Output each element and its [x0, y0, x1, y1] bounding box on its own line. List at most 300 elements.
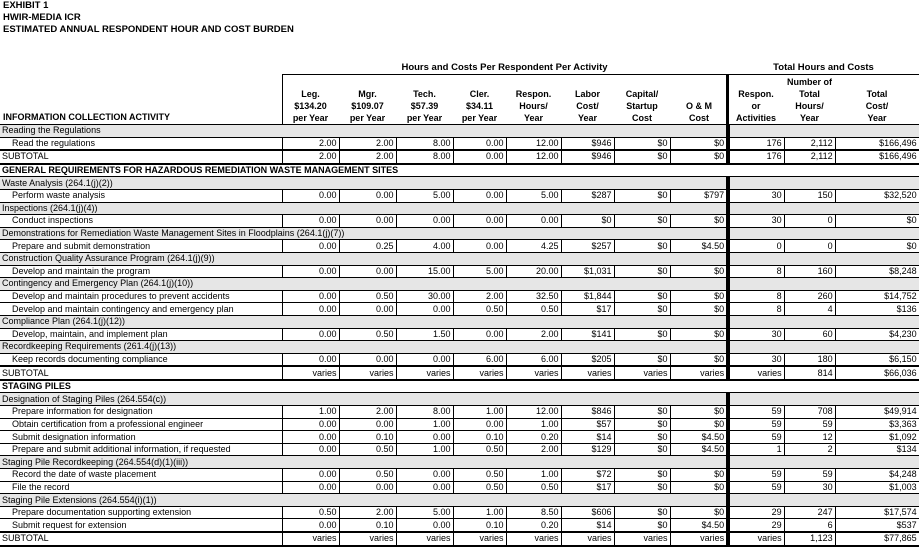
column-header-line: Cost	[632, 113, 652, 123]
value-cell: $49,914	[835, 406, 919, 419]
value-cell: 59	[728, 418, 784, 431]
value-cell: $0	[835, 215, 919, 228]
value-cell: 59	[728, 431, 784, 444]
value-cell: $0	[614, 137, 670, 150]
value-cell: 1.00	[506, 469, 561, 482]
value-cell: varies	[453, 532, 506, 546]
activity-label: STAGING PILES	[0, 380, 728, 393]
value-cell: varies	[728, 532, 784, 546]
report-subtitle: ESTIMATED ANNUAL RESPONDENT HOUR AND COST BURDEN	[3, 24, 294, 35]
value-cell: varies	[282, 366, 339, 380]
value-cell: 32.50	[506, 290, 561, 303]
burden-table	[0, 124, 919, 547]
value-cell: 2.00	[506, 328, 561, 341]
value-cell: $946	[561, 137, 614, 150]
value-cell: 160	[784, 265, 835, 278]
activity-label: Develop and maintain the program	[0, 265, 282, 278]
activity-label: Inspections (264.1(j)(4))	[0, 202, 728, 215]
value-cell: 30	[728, 189, 784, 202]
value-cell: $4.50	[670, 519, 728, 532]
value-cell: $537	[835, 519, 919, 532]
column-header-line: Year	[799, 113, 820, 123]
value-cell: $0	[614, 418, 670, 431]
value-cell: $0	[614, 431, 670, 444]
value-cell: $287	[561, 189, 614, 202]
empty-cell	[728, 252, 919, 265]
value-cell: $0	[670, 481, 728, 494]
value-cell: 0.00	[282, 240, 339, 253]
empty-cell	[728, 177, 919, 190]
value-cell: 8	[728, 303, 784, 316]
value-cell: 1.00	[453, 406, 506, 419]
value-cell: 0.00	[339, 481, 396, 494]
value-cell: varies	[670, 366, 728, 380]
value-cell: 2.00	[339, 150, 396, 164]
value-cell: 30	[728, 353, 784, 366]
value-cell: 2.00	[339, 406, 396, 419]
value-cell: 0.00	[282, 353, 339, 366]
activity-label: Reading the Regulations	[0, 125, 728, 138]
column-header-line: Year	[867, 113, 887, 123]
value-cell: 0.50	[339, 469, 396, 482]
table-row	[0, 303, 919, 316]
value-cell: 59	[728, 481, 784, 494]
value-cell: $0	[614, 240, 670, 253]
value-cell: $0	[670, 215, 728, 228]
value-cell: varies	[561, 366, 614, 380]
value-cell: 0.00	[282, 290, 339, 303]
section-row	[0, 202, 919, 215]
value-cell: varies	[282, 532, 339, 546]
column-header-line: or	[751, 101, 761, 111]
value-cell: $57	[561, 418, 614, 431]
table-row	[0, 328, 919, 341]
activity-label: GENERAL REQUIREMENTS FOR HAZARDOUS REMEDIATION WASTE MANAGEMENT SITES	[0, 164, 728, 177]
value-cell: 8.50	[506, 506, 561, 519]
value-cell: 12.00	[506, 137, 561, 150]
value-cell: 0.00	[396, 215, 453, 228]
empty-cell	[728, 164, 919, 177]
value-cell: 59	[784, 418, 835, 431]
value-cell: 0.00	[339, 418, 396, 431]
value-cell: 0.00	[282, 303, 339, 316]
value-cell: 0.10	[453, 431, 506, 444]
table-row	[0, 406, 919, 419]
value-cell: $0	[614, 353, 670, 366]
value-cell: 150	[784, 189, 835, 202]
value-cell: 0.25	[339, 240, 396, 253]
value-cell: 0.00	[282, 519, 339, 532]
value-cell: $6,150	[835, 353, 919, 366]
value-cell: 1.00	[506, 418, 561, 431]
table-row	[0, 353, 919, 366]
value-cell: $0	[614, 290, 670, 303]
value-cell: varies	[339, 366, 396, 380]
value-cell: $0	[614, 406, 670, 419]
column-header-line: Cler.	[469, 89, 490, 99]
value-cell: 0.10	[339, 431, 396, 444]
activity-label: SUBTOTAL	[0, 366, 282, 380]
value-cell: $166,496	[835, 150, 919, 164]
value-cell: $0	[614, 303, 670, 316]
value-cell: 2.00	[453, 290, 506, 303]
value-cell: 0.00	[453, 150, 506, 164]
column-header-line: Leg.	[301, 89, 320, 99]
subtotal-row	[0, 150, 919, 164]
value-cell: 0	[784, 240, 835, 253]
column-header-line: Year	[577, 113, 598, 123]
value-cell: 5.00	[506, 189, 561, 202]
table-row	[0, 265, 919, 278]
value-cell: $72	[561, 469, 614, 482]
value-cell: 6.00	[453, 353, 506, 366]
value-cell: $129	[561, 443, 614, 456]
value-cell: 0.00	[453, 215, 506, 228]
value-cell: 260	[784, 290, 835, 303]
value-cell: $1,031	[561, 265, 614, 278]
value-cell: $77,865	[835, 532, 919, 546]
value-cell: varies	[506, 532, 561, 546]
value-cell: varies	[670, 532, 728, 546]
activity-label: Conduct inspections	[0, 215, 282, 228]
activity-label: Designation of Staging Piles (264.554(c))	[0, 393, 728, 406]
value-cell: $136	[835, 303, 919, 316]
table-row	[0, 215, 919, 228]
value-cell: $134	[835, 443, 919, 456]
value-cell: 0.00	[282, 328, 339, 341]
value-cell: 0.00	[339, 265, 396, 278]
value-cell: 59	[728, 406, 784, 419]
value-cell: varies	[396, 366, 453, 380]
value-cell: 59	[728, 469, 784, 482]
value-cell: 176	[728, 137, 784, 150]
value-cell: $32,520	[835, 189, 919, 202]
exhibit-title: EXHIBIT 1	[3, 0, 49, 11]
column-header-line: Activities	[735, 113, 777, 123]
value-cell: $4,230	[835, 328, 919, 341]
activity-label: File the record	[0, 481, 282, 494]
value-cell: 0.20	[506, 519, 561, 532]
value-cell: $0	[670, 328, 728, 341]
value-cell: $846	[561, 406, 614, 419]
column-header-line: per Year	[406, 113, 443, 123]
value-cell: $0	[670, 137, 728, 150]
value-cell: 1.50	[396, 328, 453, 341]
section-row	[0, 393, 919, 406]
value-cell: 0.00	[339, 353, 396, 366]
value-cell: $0	[614, 506, 670, 519]
activity-label: Staging Pile Extensions (264.554(i)(1))	[0, 494, 728, 507]
table-row	[0, 481, 919, 494]
activity-label: Record the date of waste placement	[0, 469, 282, 482]
value-cell: $166,496	[835, 137, 919, 150]
value-cell: $0	[670, 290, 728, 303]
value-cell: 0.00	[282, 469, 339, 482]
value-cell: 29	[728, 519, 784, 532]
value-cell: $4.50	[670, 443, 728, 456]
value-cell: $0	[670, 406, 728, 419]
value-cell: 0.00	[282, 265, 339, 278]
value-cell: $17,574	[835, 506, 919, 519]
column-header	[614, 76, 670, 124]
column-header	[561, 76, 614, 124]
table-row	[0, 290, 919, 303]
value-cell: $66,036	[835, 366, 919, 380]
value-cell: 5.00	[396, 189, 453, 202]
column-header-line: Total	[866, 89, 888, 99]
value-cell: 0.00	[396, 519, 453, 532]
value-cell: $0	[614, 481, 670, 494]
value-cell: 4.25	[506, 240, 561, 253]
value-cell: 0.50	[282, 506, 339, 519]
section-row	[0, 125, 919, 138]
column-header	[670, 76, 728, 124]
value-cell: 0.00	[282, 443, 339, 456]
value-cell: $0	[614, 150, 670, 164]
table-row	[0, 431, 919, 444]
activity-label: Submit request for extension	[0, 519, 282, 532]
value-cell: 0.00	[453, 189, 506, 202]
value-cell: 20.00	[506, 265, 561, 278]
value-cell: $17	[561, 303, 614, 316]
value-cell: 12.00	[506, 406, 561, 419]
value-cell: 2	[784, 443, 835, 456]
value-cell: $606	[561, 506, 614, 519]
table-row	[0, 469, 919, 482]
value-cell: $14	[561, 431, 614, 444]
column-header	[728, 76, 784, 124]
value-cell: $4.50	[670, 431, 728, 444]
section-row	[0, 341, 919, 354]
value-cell: 60	[784, 328, 835, 341]
activity-label: Waste Analysis (264.1(j)(2))	[0, 177, 728, 190]
column-header-line: Cost/	[865, 101, 889, 111]
value-cell: 4	[784, 303, 835, 316]
value-cell: 0.50	[453, 443, 506, 456]
value-cell: $4,248	[835, 469, 919, 482]
value-cell: $0	[614, 189, 670, 202]
empty-cell	[728, 125, 919, 138]
value-cell: 6	[784, 519, 835, 532]
value-cell: 8.00	[396, 150, 453, 164]
value-cell: 1.00	[396, 418, 453, 431]
value-cell: 8.00	[396, 406, 453, 419]
column-header	[396, 76, 453, 124]
column-header	[282, 76, 339, 124]
value-cell: 0.10	[339, 519, 396, 532]
value-cell: varies	[453, 366, 506, 380]
value-cell: 1.00	[396, 443, 453, 456]
value-cell: 5.00	[396, 506, 453, 519]
value-cell: $17	[561, 481, 614, 494]
value-cell: 0.00	[339, 303, 396, 316]
report-name: HWIR-MEDIA ICR	[3, 12, 81, 23]
table-row	[0, 137, 919, 150]
group-underline	[728, 74, 919, 75]
value-cell: $0	[614, 215, 670, 228]
value-cell: $0	[561, 215, 614, 228]
value-cell: $0	[614, 328, 670, 341]
activity-label: Staging Pile Recordkeeping (264.554(d)(1)(iii))	[0, 456, 728, 469]
value-cell: 0.00	[396, 481, 453, 494]
value-cell: 2,112	[784, 137, 835, 150]
value-cell: $141	[561, 328, 614, 341]
empty-cell	[728, 494, 919, 507]
activity-label: Demonstrations for Remediation Waste Management Sites in Floodplains (264.1(j)(7))	[0, 227, 728, 240]
empty-cell	[728, 456, 919, 469]
value-cell: $0	[614, 519, 670, 532]
value-cell: $0	[614, 469, 670, 482]
value-cell: 2,112	[784, 150, 835, 164]
heading-row	[0, 164, 919, 177]
value-cell: $8,248	[835, 265, 919, 278]
value-cell: $257	[561, 240, 614, 253]
heading-row	[0, 380, 919, 393]
value-cell: 30	[728, 215, 784, 228]
value-cell: 0.50	[339, 443, 396, 456]
value-cell: 0.20	[506, 431, 561, 444]
activity-label: Contingency and Emergency Plan (264.1(j)(10))	[0, 278, 728, 291]
value-cell: $0	[614, 443, 670, 456]
value-cell: 0.00	[396, 469, 453, 482]
section-row	[0, 494, 919, 507]
column-header-line: Number of	[787, 77, 832, 87]
activity-label: Prepare information for designation	[0, 406, 282, 419]
value-cell: 5.00	[453, 265, 506, 278]
value-cell: 0.00	[339, 189, 396, 202]
value-cell: $0	[670, 353, 728, 366]
activity-label: SUBTOTAL	[0, 532, 282, 546]
table-row	[0, 240, 919, 253]
section-row	[0, 278, 919, 291]
column-header-line: Mgr.	[358, 89, 377, 99]
value-cell: 1.00	[453, 506, 506, 519]
section-row	[0, 227, 919, 240]
activity-label: Recordkeeping Requirements (261.4(j)(13))	[0, 341, 728, 354]
value-cell: 6.00	[506, 353, 561, 366]
subtotal-row	[0, 366, 919, 380]
value-cell: varies	[506, 366, 561, 380]
empty-cell	[728, 393, 919, 406]
value-cell: 8	[728, 290, 784, 303]
value-cell: varies	[396, 532, 453, 546]
value-cell: $14,752	[835, 290, 919, 303]
value-cell: 0.00	[453, 240, 506, 253]
value-cell: 30	[784, 481, 835, 494]
value-cell: 0.50	[339, 328, 396, 341]
value-cell: 814	[784, 366, 835, 380]
value-cell: $0	[670, 150, 728, 164]
column-header-line: per Year	[292, 113, 329, 123]
value-cell: 0.00	[396, 431, 453, 444]
value-cell: 4.00	[396, 240, 453, 253]
value-cell: 0	[728, 240, 784, 253]
column-header-line: Cost/	[576, 101, 599, 111]
column-header-line: Cost	[689, 113, 709, 123]
value-cell: 0.00	[282, 189, 339, 202]
value-cell: 2.00	[506, 443, 561, 456]
value-cell: $205	[561, 353, 614, 366]
totals-group-header: Total Hours and Costs	[773, 62, 874, 73]
value-cell: 0.50	[453, 481, 506, 494]
column-header-line: $34.11	[465, 101, 494, 111]
column-header-line: Total	[799, 89, 820, 99]
value-cell: varies	[614, 366, 670, 380]
column-header-line: per Year	[461, 113, 498, 123]
value-cell: 59	[784, 469, 835, 482]
value-cell: 8.00	[396, 137, 453, 150]
value-cell: $14	[561, 519, 614, 532]
value-cell: 2.00	[339, 506, 396, 519]
column-header-line: $134.20	[294, 101, 327, 111]
section-row	[0, 315, 919, 328]
value-cell: 0.00	[453, 418, 506, 431]
table-row	[0, 519, 919, 532]
column-header-line: Respon.	[515, 89, 552, 99]
value-cell: 0.50	[506, 303, 561, 316]
activity-label: Obtain certification from a professional engineer	[0, 418, 282, 431]
value-cell: 0.00	[282, 481, 339, 494]
activity-label: Prepare and submit additional information, if requested	[0, 443, 282, 456]
value-cell: 0.00	[453, 328, 506, 341]
value-cell: 1	[728, 443, 784, 456]
value-cell: 0.10	[453, 519, 506, 532]
value-cell: varies	[728, 366, 784, 380]
table-row	[0, 443, 919, 456]
value-cell: 8	[728, 265, 784, 278]
value-cell: 0.50	[506, 481, 561, 494]
value-cell: 1.00	[282, 406, 339, 419]
activity-label: Develop and maintain contingency and emergency plan	[0, 303, 282, 316]
value-cell: 0.00	[396, 303, 453, 316]
value-cell: 30	[728, 328, 784, 341]
column-header-line: Respon.	[738, 89, 774, 99]
table-row	[0, 189, 919, 202]
column-header-line: $109.07	[351, 101, 384, 111]
value-cell: 247	[784, 506, 835, 519]
column-header	[835, 76, 919, 124]
activity-label: Develop and maintain procedures to prevent accidents	[0, 290, 282, 303]
value-cell: varies	[561, 532, 614, 546]
section-row	[0, 456, 919, 469]
activity-label: Read the regulations	[0, 137, 282, 150]
activity-label: Prepare documentation supporting extension	[0, 506, 282, 519]
table-row	[0, 506, 919, 519]
column-header-line: Labor	[574, 89, 600, 99]
value-cell: $1,092	[835, 431, 919, 444]
value-cell: $0	[670, 303, 728, 316]
value-cell: $1,844	[561, 290, 614, 303]
value-cell: 2.00	[282, 137, 339, 150]
activity-label: Keep records documenting compliance	[0, 353, 282, 366]
value-cell: 0.00	[282, 215, 339, 228]
value-cell: $0	[670, 418, 728, 431]
activity-label: Submit designation information	[0, 431, 282, 444]
value-cell: varies	[614, 532, 670, 546]
value-cell: 1,123	[784, 532, 835, 546]
value-cell: 0.50	[453, 303, 506, 316]
activity-column-header: INFORMATION COLLECTION ACTIVITY	[3, 112, 170, 122]
value-cell: $0	[670, 265, 728, 278]
value-cell: 0.00	[282, 418, 339, 431]
value-cell: 0.00	[396, 353, 453, 366]
column-header-line: Hours/	[795, 101, 824, 111]
column-header-line: Year	[523, 113, 544, 123]
value-cell: 180	[784, 353, 835, 366]
column-header-line: Tech.	[413, 89, 436, 99]
value-cell: $0	[670, 506, 728, 519]
value-cell: 0.50	[453, 469, 506, 482]
